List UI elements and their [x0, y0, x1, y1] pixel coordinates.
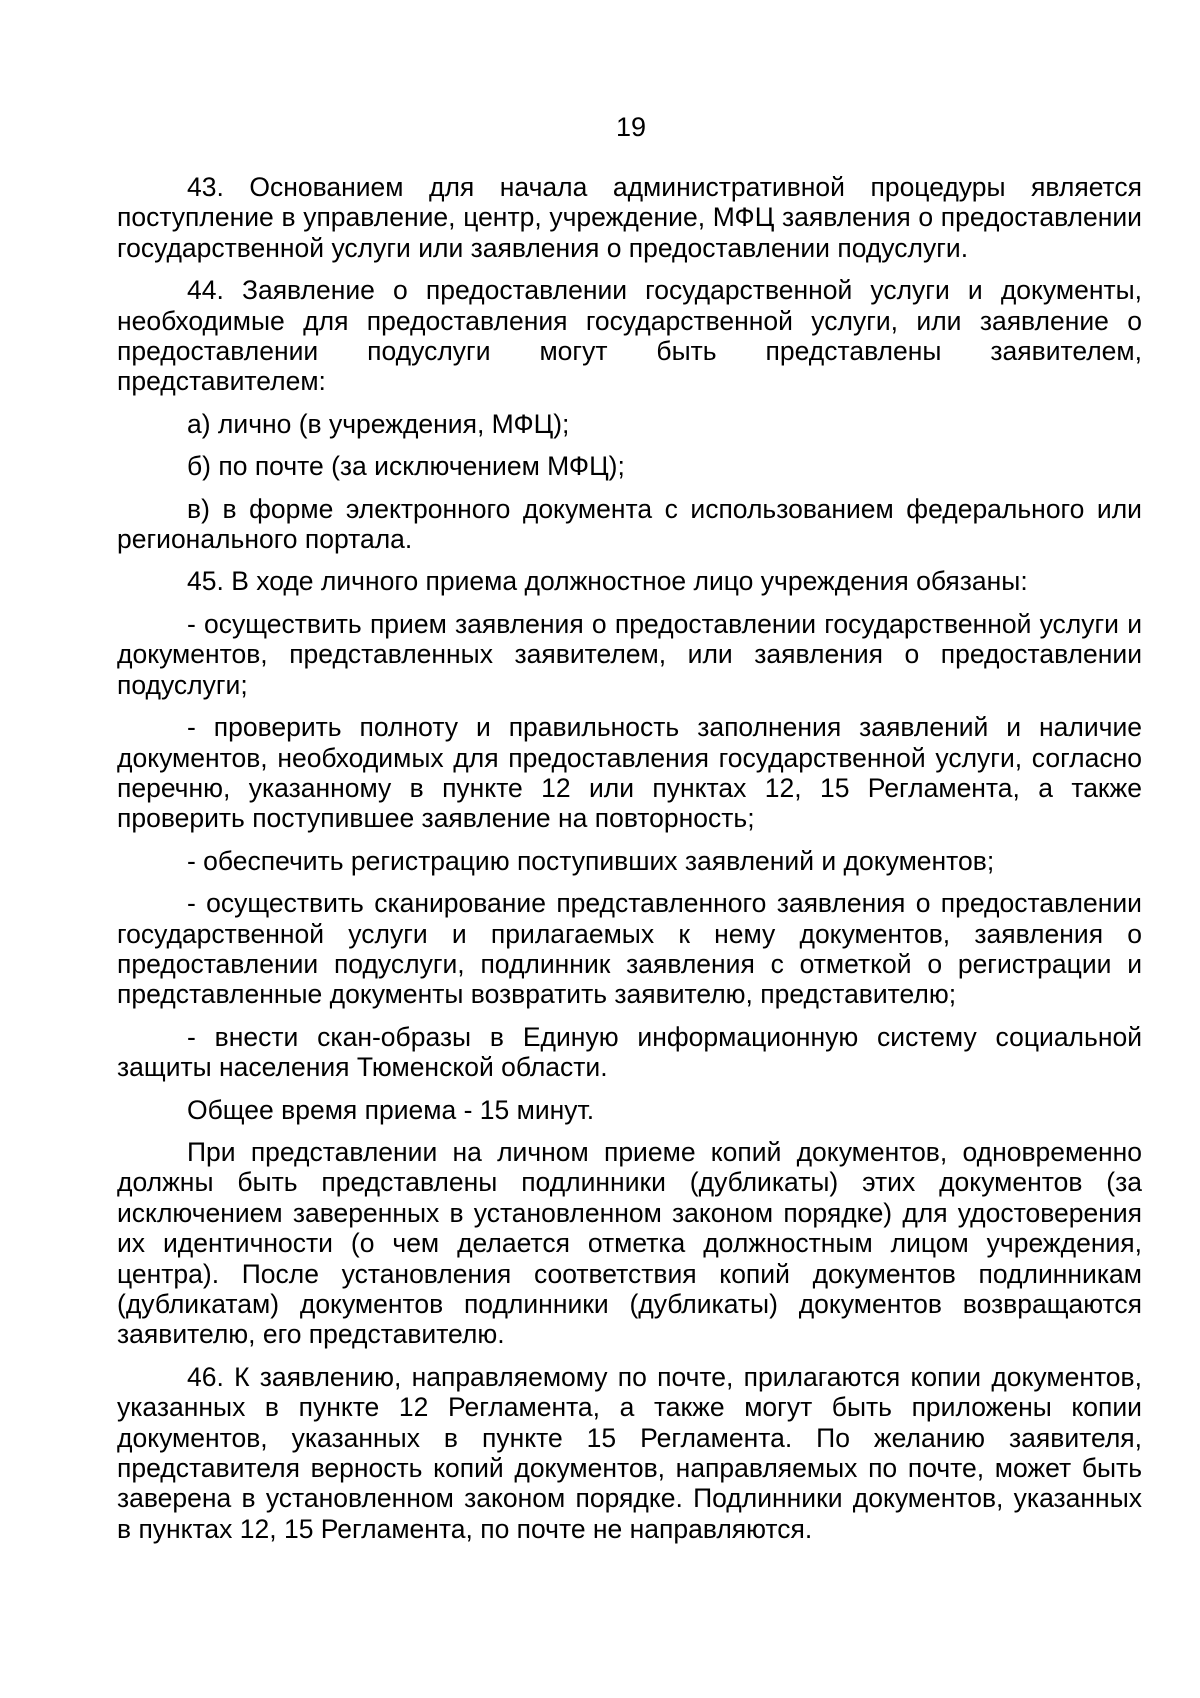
bullet-item: - осуществить прием заявления о предоставлении государственной услуги и документов, представленных заявителем, или заявления о предоставлении подуслуги; — [117, 608, 1142, 700]
bullet-item: - проверить полноту и правильность заполнения заявлений и наличие документов, необходимых для предоставления государственной услуги, согласно перечню, указанному в пункте 12 или пунктах 12, 15 Регламента, а также проверить поступившее заявление на повторность; — [117, 712, 1142, 834]
list-item-b: б) по почте (за исключением МФЦ); — [187, 451, 625, 482]
list-item-a: а) лично (в учреждения, МФЦ); — [187, 408, 570, 439]
paragraph-copies: При представлении на личном приеме копий документов, одновременно должны быть представлены подлинники (дубликаты) этих документов (за исключением заверенных в установленном законом порядке) для удостоверения их идентичности (о чем делается отметка должностным лицом учреждения, центра). После установления соответствия копий документов подлинникам (дубликатам) документов подлинники (дубликаты) документов возвращаются заявителю, его представителю. — [117, 1136, 1142, 1350]
list-item-v: в) в форме электронного документа с использованием федерального или регионального портала. — [117, 493, 1142, 555]
bullet-item: - внести скан-образы в Единую информационную систему социальной защиты населения Тюменской области. — [117, 1021, 1142, 1083]
paragraph-45: 45. В ходе личного приема должностное лицо учреждения обязаны: — [187, 566, 1028, 597]
paragraph-44: 44. Заявление о предоставлении государственной услуги и документы, необходимые для предоставления государственной услуги, или заявление о предоставлении подуслуги могут быть представлены заявителем, представителем: — [117, 275, 1142, 397]
bullet-item: - обеспечить регистрацию поступивших заявлений и документов; — [187, 845, 995, 876]
paragraph-46: 46. К заявлению, направляемому по почте, прилагаются копии документов, указанных в пункте 12 Регламента, а также могут быть приложены копии документов, указанных в пункте 15 Регламента. По желанию заявителя, представителя верность копий документов, направляемых по почте, может быть заверена в установленном законом порядке. Подлинники документов, указанных в пунктах 12, 15 Регламента, по почте не направляются. — [117, 1361, 1142, 1544]
paragraph-43: 43. Основанием для начала административной процедуры является поступление в управление, центр, учреждение, МФЦ заявления о предоставлении государственной услуги или заявления о предоставлении подуслуги. — [117, 172, 1142, 263]
document-body — [117, 172, 1142, 1556]
bullet-item: - осуществить сканирование представленного заявления о предоставлении государственной услуги и прилагаемых к нему документов, заявления о предоставлении подуслуги, подлинник заявления с отметкой о регистрации и представленные документы возвратить заявителю, представителю; — [117, 888, 1142, 1010]
page-number: 19 — [615, 112, 647, 142]
paragraph-reception-time: Общее время приема - 15 минут. — [187, 1094, 595, 1125]
